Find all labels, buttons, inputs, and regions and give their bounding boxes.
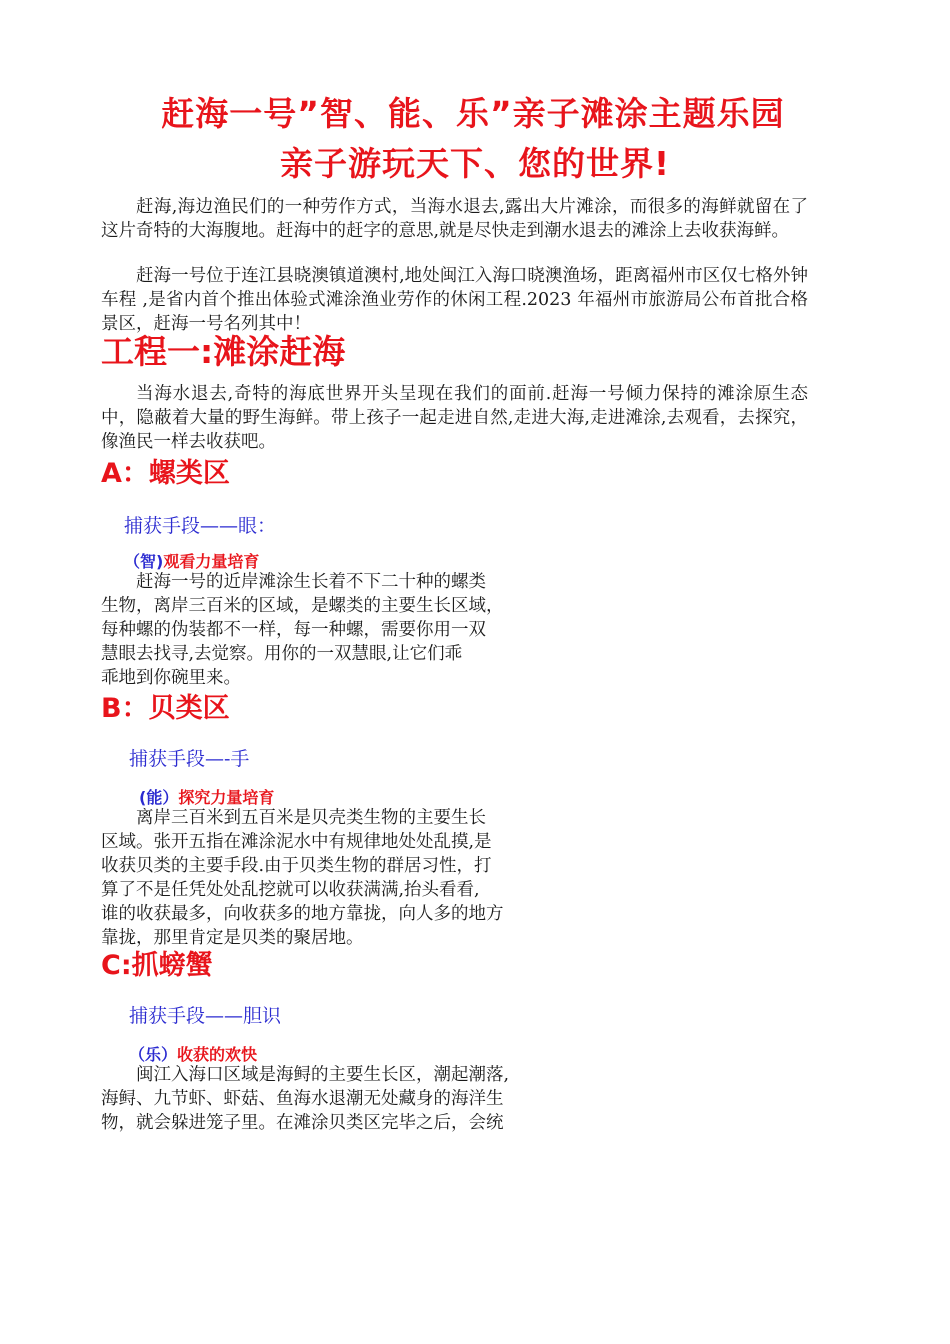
zone-c-method: 捕获手段——胆识 [129,1005,282,1027]
zone-a-sub-tag: （智) [124,552,164,571]
zone-a-sub-name: 观看力量培育 [163,552,260,571]
zone-c-heading: C:抓螃蟹 [101,950,213,981]
text-line: 闽江入海口区域是海鲟的主要生长区，潮起潮落, [136,1065,510,1085]
zone-c-text [101,1063,509,1135]
text-line: 算了不是任凭处处乱挖就可以收获满满,抬头看看, [101,880,480,900]
zone-b-sub-name: 探究力量培育 [178,788,275,807]
text-line: 慧眼去找寻,去觉察。用你的一双慧眼,让它们乖 [101,644,463,664]
text-line: 物，就会躲进笼子里。在滩涂贝类区完毕之后，会统 [101,1113,504,1133]
zone-b-text [101,806,504,950]
intro-paragraph-1: 赶海,海边渔民们的一种劳作方式，当海水退去,露出大片滩涂，而很多的海鲜就留在了这片奇特的大海腹地。赶海中的赶字的意思,就是尽快走到潮水退去的滩涂上去收获海鲜。 [101,197,808,241]
text-line: 赶海一号的近岸滩涂生长着不下二十种的螺类 [136,572,486,592]
text-line: 谁的收获最多，向收获多的地方靠拢，向人多的地方 [101,904,504,924]
text-line: 靠拢，那里肯定是贝类的聚居地。 [101,928,364,948]
zone-b-subheading [139,785,274,808]
text-line: 乖地到你碗里来。 [101,668,241,688]
text-line: 离岸三百米到五百米是贝壳类生物的主要生长 [136,808,486,828]
text-line: 生物，离岸三百米的区域，是螺类的主要生长区域， [101,596,504,616]
zone-c-subheading [129,1042,257,1065]
intro-paragraph-2: 赶海一号位于连江县晓澳镇道澳村,地处闽江入海口晓澳渔场，距离福州市区仅七格外钟车程 ,是省内首个推出体验式滩涂渔业劳作的休闲工程.2023 年福州市旅游局公布首批合格景区，赶海一号名列其中！ [101,266,808,334]
text-line: 收获贝类的主要手段.由于贝类生物的群居习性，打 [101,856,492,876]
zone-b-method: 捕获手段—-手 [129,748,250,770]
subtitle: 亲子游玩天下、您的世界! [279,144,671,183]
zone-a-heading: A：螺类区 [101,458,230,489]
main-title: 赶海一号”智、能、乐”亲子滩涂主题乐园 [161,94,785,133]
text-line: 每种螺的伪装都不一样，每一种螺，需要你用一双 [101,620,486,640]
text-line: 区域。张开五指在滩涂泥水中有规律地处处乱摸,是 [101,832,492,852]
project-heading: 工程一:滩涂赶海 [101,332,346,371]
zone-a-method: 捕获手段——眼： [124,515,277,537]
zone-b-sub-tag: (能） [139,788,179,807]
text-line: 海鲟、九节虾、虾菇、鱼海水退潮无处藏身的海洋生 [101,1089,504,1109]
zone-a-subheading [124,549,259,572]
zone-c-sub-tag: （乐） [129,1045,178,1064]
zone-b-heading: B：贝类区 [101,693,230,724]
zone-a-text [101,570,504,690]
project-paragraph: 当海水退去,奇特的海底世界开头呈现在我们的面前.赶海一号倾力保持的滩涂原生态中，隐蔽着大量的野生海鲜。带上孩子一起走进自然,走进大海,走进滩涂,去观看，去探究，像渔民一样去收获吧。 [101,384,808,452]
zone-c-sub-name: 收获的欢快 [177,1045,258,1064]
